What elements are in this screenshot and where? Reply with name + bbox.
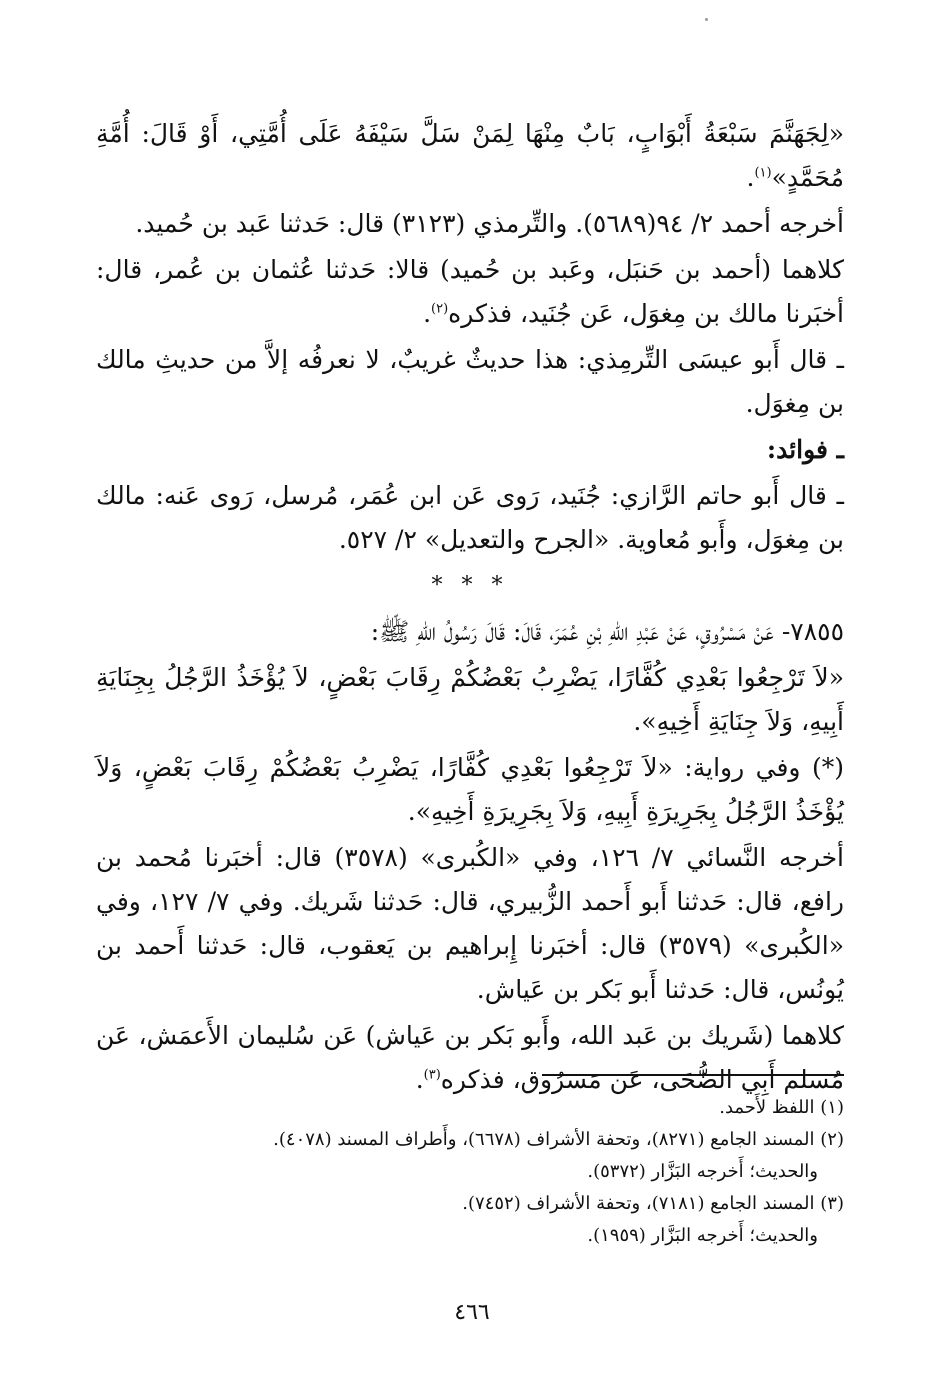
hadith-intro-paragraph [96,610,844,654]
page-number: ٤٦٦ [454,1300,490,1325]
footnote-3-continued: والحديث؛ أَخرجه البَزَّار (١٩٥٩). [587,1225,818,1246]
period: . [415,1065,424,1094]
footnote-ref-1[interactable]: (١) [754,165,772,181]
chain-text-2: كلاهما (شَريك بن عَبد الله، وأَبو بَكر بن عَياش) عَن سُليمان الأَعمَش، عَن مُسلم أَبِي الضُّحَى، عَن مَسرُوق، فذكره [96,1021,844,1094]
fawaid-paragraph: ـ قال أَبو حاتم الرَّازي: جُنَيد، رَوى عَن ابن عُمَر، مُرسل، رَوى عَنه: مالك بن مِغوَل، وأَبو مُعاوية. «الجرح والتعديل» ٢/ ٥٢٧. [96,481,844,554]
fawaid-heading: ـ فوائد: [766,435,844,464]
footnote-2: (٢) المسند الجامع (٨٢٧١)، وتحفة الأشراف (٦٦٧٨)، وأَطراف المسند (٤٠٧٨). [273,1129,844,1150]
footnote-2-continued: والحديث؛ أَخرجه البَزَّار (٥٣٧٢). [587,1161,818,1182]
footnote-ref-3[interactable]: (٣) [423,1067,441,1083]
footnote-divider [542,1074,844,1076]
chain-paragraph [96,248,844,336]
scan-dot [705,18,708,21]
tirmidhi-comment: ـ قال أَبو عيسَى التِّرمِذي: هذا حديثٌ غريبٌ، لا نعرفُه إلاَّ من حديثِ مالك بن مِغوَل. [96,345,844,418]
period: . [746,163,755,192]
hadith-isnad: عَنْ مَسْرُوقٍ، عَنْ عَبْدِ اللهِ بْنِ عُمَرَ، قَالَ: قَالَ رَسُولُ اللهِ ﷺ: [370,617,774,646]
chain-text: كلاهما (أحمد بن حَنبَل، وعَبد بن حُميد) قالا: حَدثنا عُثمان بن عُمر، قال: أخبَرنا مالك بن مِغوَل، عَن جُنَيد، فذكره [96,255,844,328]
chain-paragraph-2 [96,1014,844,1102]
section-separator: * * * [431,573,509,598]
riwaya-paragraph: (*) وفي رواية: «لاَ تَرْجِعُوا بَعْدِي كُفَّارًا، يَضْرِبُ بَعْضُكُمْ رِقَابَ بَعْضٍ، وَلاَ يُؤْخَذُ الرَّجُلُ بِجَرِيرَةِ أَبِيهِ، وَلاَ بِجَرِيرَةِ أَخِيهِ». [96,753,844,826]
hadith-matn: «لاَ تَرْجِعُوا بَعْدِي كُفَّارًا، يَضْرِبُ بَعْضُكُمْ رِقَابَ بَعْضٍ، لاَ يُؤْخَذُ الرَّجُلُ بِجِنَايَةِ أَبِيهِ، وَلاَ جِنَايَةِ أَخِيهِ». [96,663,844,736]
footnote-3: (٣) المسند الجامع (٧١٨١)، وتحفة الأشراف (٧٤٥٢). [462,1193,844,1214]
footnote-1: (١) اللفظ لأَحمد. [719,1097,844,1118]
hadith-number: ٧٨٥٥- [781,617,844,646]
takhrij-nasai-paragraph: أخرجه النَّسائي ٧/ ١٢٦، وفي «الكُبرى» (٣٥٧٨) قال: أخبَرنا مُحمد بن رافع، قال: حَدثنا أَبو أَحمد الزُّبيري، قال: حَدثنا شَريك. وفي ٧/ ١٢٧، وفي «الكُبرى» (٣٥٧٩) قال: أخبَرنا إِبراهيم بن يَعقوب، قال: حَدثنا أَحمد بن يُونُس، قال: حَدثنا أَبو بَكر بن عَياش. [96,843,845,1004]
period: . [423,299,432,328]
footnote-ref-2[interactable]: (٢) [431,301,449,317]
hadith-quote-paragraph [96,112,844,200]
takhrij-paragraph: أخرجه أحمد ٢/ ٩٤(٥٦٨٩). والتِّرمذي (٣١٢٣) قال: حَدثنا عَبد بن حُميد. [135,209,844,238]
footnotes [160,1092,844,1252]
hadith-quote-text: «لِجَهَنَّمَ سَبْعَةُ أَبْوَابٍ، بَابٌ مِنْهَا لِمَنْ سَلَّ سَيْفَهُ عَلَى أُمَّتِي، أَوْ قَالَ: أُمَّةِ مُحَمَّدٍ» [96,119,844,192]
